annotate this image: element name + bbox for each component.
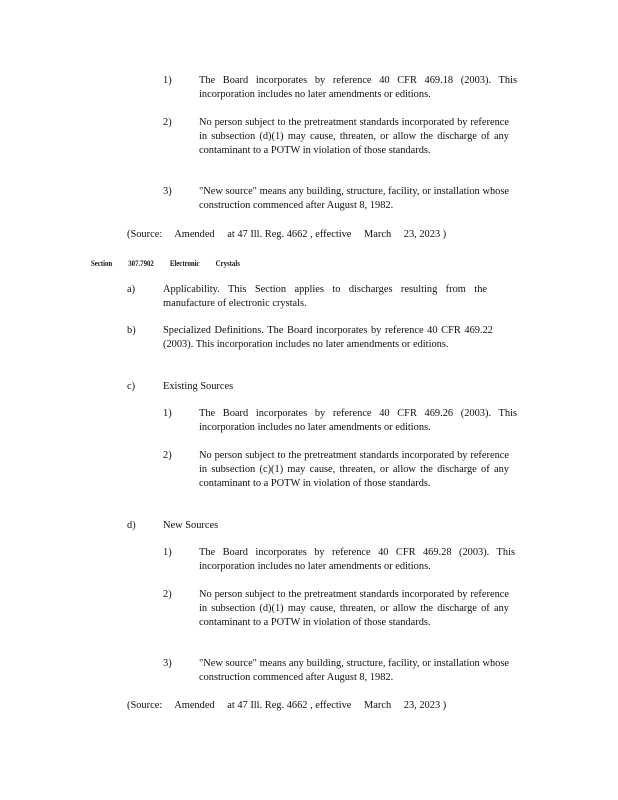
item-number: 3) [163,186,172,197]
subsection-text: Applicability. This Section applies to discharges resulting from the manufacture of electronic crystals. [163,284,487,309]
item-number: 2) [163,450,172,461]
section-title-2: Crystals [215,258,240,268]
item-text: The Board incorporates by reference 40 CFR 469.28 (2003). This incorporation includes no later amendments or editions. [199,547,515,572]
section-heading [91,257,254,269]
subsection-number: b) [127,325,136,336]
item-text: The Board incorporates by reference 40 CFR 469.26 (2003). This incorporation includes no later amendments or editions. [199,408,517,433]
section-title-1: Electronic [169,258,200,268]
subsection-title: New Sources [163,520,219,531]
section-number: 307.7902 [128,258,154,268]
subsection-number: c) [127,381,136,392]
item-text: No person subject to the pretreatment standards incorporated by reference in subsection (d)(1) may cause, threaten, or allow the discharge of any contaminant to a POTW in violation of those standards. [199,589,509,628]
item-text: "New source" means any building, structure, facility, or installation whose construction commenced after August 8, 1982. [199,658,509,683]
source-note: (Source: Amended at 47 Ill. Reg. 4662 , effective March 23, 2023 ) [127,700,447,711]
item-text: No person subject to the pretreatment standards incorporated by reference in subsection (c)(1) may cause, threaten, or allow the discharge of any contaminant to a POTW in violation of those standards. [199,450,509,489]
subsection-number: a) [127,284,136,295]
item-text: No person subject to the pretreatment standards incorporated by reference in subsection (d)(1) may cause, threaten, or allow the discharge of any contaminant to a POTW in violation of those standards. [199,117,509,156]
item-number: 1) [163,547,172,558]
item-number: 1) [163,408,172,419]
subsection-text: Specialized Definitions. The Board incorporates by reference 40 CFR 469.22 (2003). This incorporation includes no later amendments or editions. [163,325,493,350]
subsection-number: d) [127,520,136,531]
item-text: "New source" means any building, structure, facility, or installation whose construction commenced after August 8, 1982. [199,186,509,211]
subsection-title: Existing Sources [163,381,234,392]
item-number: 2) [163,589,172,600]
item-text: The Board incorporates by reference 40 CFR 469.18 (2003). This incorporation includes no later amendments or editions. [199,75,517,100]
item-number: 1) [163,75,172,86]
item-number: 2) [163,117,172,128]
source-note: (Source: Amended at 47 Ill. Reg. 4662 , effective March 23, 2023 ) [127,229,447,240]
item-number: 3) [163,658,172,669]
section-label: Section [91,258,113,268]
